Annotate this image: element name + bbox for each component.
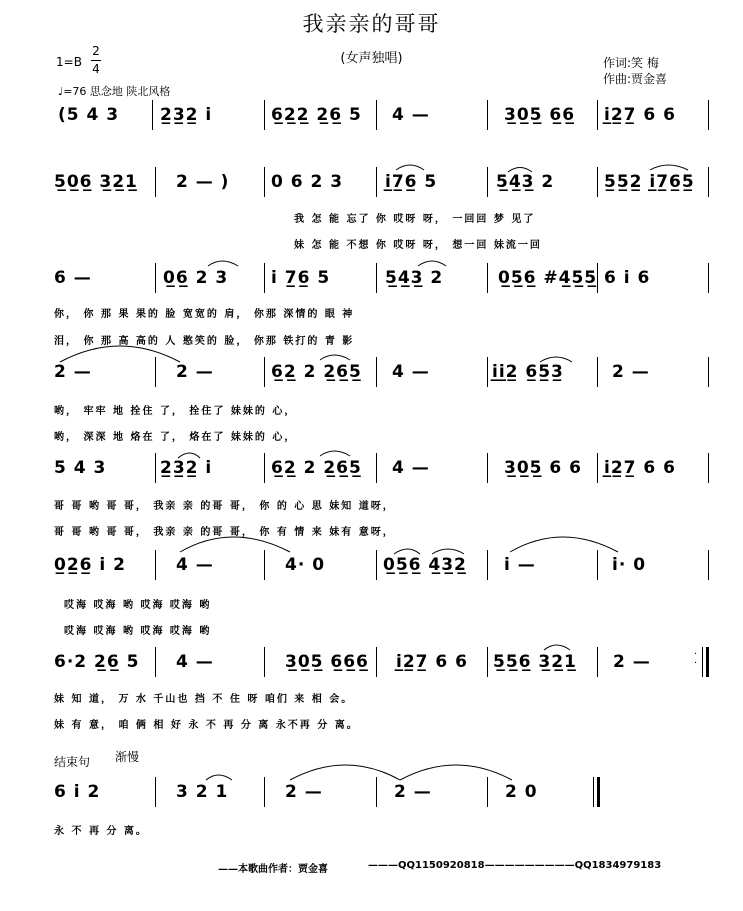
measure-notes: 4 — [176, 652, 214, 672]
repeat-bar-line [702, 647, 703, 677]
footer-contact: ———QQ1150920818—————————QQ1834979183 [368, 860, 662, 871]
lyrics-verse-2: 哟， 深深 地 烙在 了， 烙在了 妹妹的 心， [54, 432, 297, 443]
measure-notes: 4 — [392, 105, 430, 125]
bar-line [264, 263, 265, 293]
measure-notes: 2 — ) [176, 172, 230, 192]
measure-notes: (5 4 3 [58, 105, 120, 125]
ending-label: 结束句 [54, 755, 91, 769]
measure-notes: 6̲2̲ 2 2̲6̲5̲ [271, 362, 362, 382]
measure-notes: 6 i 2 [54, 782, 101, 802]
lyrics-verse-1: 哥 哥 哟 哥 哥， 我亲 亲 的哥 哥， 你 的 心 思 妹知 道呀， [54, 501, 395, 512]
composer-credit: 作曲:贾金喜 [603, 72, 668, 86]
measure-notes: i̲7̲6̲ 5 [385, 172, 438, 192]
lyrics-verse-1: 我 怎 能 忘了 你 哎呀 呀， 一回回 梦 见了 [294, 214, 536, 225]
bar-line [264, 453, 265, 483]
bar-line [376, 167, 377, 197]
bar-line [708, 167, 709, 197]
slur [432, 549, 464, 554]
slur [206, 775, 232, 780]
slur [320, 355, 350, 360]
bar-line [376, 777, 377, 807]
song-subtitle: (女声独唱) [340, 51, 403, 66]
bar-line [487, 357, 488, 387]
measure-notes: 0 6 2 3 [271, 172, 344, 192]
bar-line [597, 100, 598, 130]
lyrics-ending: 永 不 再 分 离。 [54, 826, 148, 837]
measure-notes: 6̲2̲ 2 2̲6̲5̲ [271, 458, 362, 478]
bar-line [376, 357, 377, 387]
bar-line [155, 647, 156, 677]
lyrics-verse-2: 妹 有 意， 咱 俩 相 好 永 不 再 分 离 永不再 分 离。 [54, 720, 359, 731]
tie [400, 765, 512, 780]
measure-notes: 3̲0̲5̲ 6 6 [504, 458, 582, 478]
bar-line [264, 550, 265, 580]
bar-line [708, 453, 709, 483]
bar-line [487, 453, 488, 483]
bar-line [487, 647, 488, 677]
bar-line [487, 100, 488, 130]
bar-line [487, 550, 488, 580]
bar-line [376, 550, 377, 580]
measure-notes: 5̲0̲6̲ 3̲2̲1̲ [54, 172, 138, 192]
time-signature-numerator: 2 [92, 44, 100, 58]
measure-notes: 2 — [613, 652, 651, 672]
slur [208, 261, 238, 266]
measure-notes: 5 4 3 [54, 458, 107, 478]
measure-notes: 6 — [54, 268, 92, 288]
key-signature: 1=B [56, 55, 82, 69]
bar-line [487, 777, 488, 807]
bar-line [155, 167, 156, 197]
measure-notes: 3̲0̲5̲ 6̲6̲ [504, 105, 576, 125]
measure-notes: 5̲4̲3̲ 2 [385, 268, 444, 288]
bar-line [376, 647, 377, 677]
bar-line [264, 357, 265, 387]
measure-notes: 2 — [612, 362, 650, 382]
measure-notes: 4· 0 [285, 555, 326, 575]
lyrics-verse-1: 哟， 牢牢 地 拴住 了， 拴住了 妹妹的 心， [54, 406, 297, 417]
bar-line [487, 263, 488, 293]
bar-line [155, 357, 156, 387]
bar-line [376, 100, 377, 130]
measure-notes: i̲2̲7̲ 6 6 [604, 458, 676, 478]
measure-notes: i̲i̲2̲ 6̲5̲3̲ [492, 362, 564, 382]
bar-line [708, 100, 709, 130]
bar-line [708, 263, 709, 293]
lyricist-credit: 作词:笑 梅 [603, 56, 659, 70]
measure-notes: 5̲4̲3̲ 2 [496, 172, 555, 192]
tie [60, 346, 180, 362]
measure-notes: 2̲3̲2̲ i [160, 105, 213, 125]
measure-notes: 6·2 2̲6̲ 5 [54, 652, 140, 672]
measure-notes: 4 — [392, 362, 430, 382]
slur [418, 261, 446, 266]
repeat-bar-thick [706, 647, 709, 677]
bar-line [597, 263, 598, 293]
final-bar-thick [597, 777, 600, 807]
tie [510, 537, 618, 552]
bar-line [155, 263, 156, 293]
measure-notes: i̲2̲7̲ 6 6 [396, 652, 468, 672]
measure-notes: 3 2 1 [176, 782, 229, 802]
final-bar-line [593, 777, 594, 807]
bar-line [597, 357, 598, 387]
bar-line [264, 647, 265, 677]
bar-line [597, 453, 598, 483]
lyrics-verse-1: 妹 知 道， 万 水 千山也 挡 不 住 呀 咱们 来 相 会。 [54, 694, 354, 705]
measure-notes: 2 0 [505, 782, 538, 802]
lyrics-verse-1: 你， 你 那 果 果的 脸 宽宽的 肩， 你那 深情的 眼 神 [54, 309, 355, 320]
measure-notes: i· 0 [612, 555, 647, 575]
lyrics-verse-2: 哎海 哎海 哟 哎海 哎海 哟 [64, 626, 212, 637]
measure-notes: 6̲2̲2̲ 2̲6̲ 5 [271, 105, 362, 125]
bar-line [708, 550, 709, 580]
repeat-dots-icon: · · [694, 649, 698, 669]
measure-notes: 0̲2̲6̲ i 2 [54, 555, 126, 575]
measure-notes: 0̲5̲6̲ 4̲3̲2̲ [383, 555, 467, 575]
bar-line [376, 453, 377, 483]
measure-notes: i̲2̲7̲ 6 6 [604, 105, 676, 125]
slur [320, 451, 350, 456]
bar-line [597, 550, 598, 580]
bar-line [264, 777, 265, 807]
measure-notes: 2 — [285, 782, 323, 802]
lyrics-verse-1: 哎海 哎海 哟 哎海 哎海 哟 [64, 600, 212, 611]
ending-tempo: 渐慢 [115, 750, 140, 764]
measure-notes: 4 — [392, 458, 430, 478]
tie [290, 765, 400, 780]
slur [394, 549, 420, 554]
lyrics-verse-2: 哥 哥 哟 哥 哥， 我亲 亲 的哥 哥， 你 有 情 来 妹有 意呀， [54, 527, 395, 538]
bar-line [264, 100, 265, 130]
bar-line [376, 263, 377, 293]
bar-line [708, 357, 709, 387]
slur [650, 165, 688, 170]
footer-author: ——本歌曲作者：贾金喜 [218, 864, 328, 875]
lyrics-verse-2: 泪， 你 那 高 高的 人 憨笑的 脸， 你那 铁打的 青 影 [54, 336, 355, 347]
bar-line [155, 453, 156, 483]
measure-notes: 5̲5̲6̲ 3̲2̲1̲ [493, 652, 577, 672]
measure-notes: i — [504, 555, 536, 575]
bar-line [597, 647, 598, 677]
lyrics-verse-2: 妹 怎 能 不想 你 哎呀 呀， 想一回 妹流一回 [294, 240, 542, 251]
song-title: 我亲亲的哥哥 [302, 12, 441, 36]
measure-notes: 2̲3̲2̲ i [160, 458, 213, 478]
bar-line [155, 550, 156, 580]
measure-notes: 0̲5̲6̲ #4̲5̲5̲ [498, 268, 598, 288]
measure-notes: 6 i 6 [604, 268, 651, 288]
bar-line [155, 777, 156, 807]
time-signature-line [91, 60, 101, 61]
measure-notes: i 7̲6̲ 5 [271, 268, 331, 288]
measure-notes: 3̲0̲5̲ 6̲6̲6̲ [285, 652, 369, 672]
slur [396, 165, 424, 170]
measure-notes: 5̲5̲2̲ i̲7̲6̲5̲ [604, 172, 695, 192]
time-signature-denominator: 4 [92, 62, 100, 76]
bar-line [487, 167, 488, 197]
measure-notes: 2 — [54, 362, 92, 382]
measure-notes: 4 — [176, 555, 214, 575]
bar-line [597, 167, 598, 197]
bar-line [264, 167, 265, 197]
measure-notes: 2 — [394, 782, 432, 802]
tempo-marking: ♩=76 思念地 陕北风格 [58, 85, 171, 98]
slur [544, 645, 570, 650]
measure-notes: 0̲6̲ 2 3 [163, 268, 229, 288]
tie [180, 537, 290, 552]
measure-notes: 2 — [176, 362, 214, 382]
bar-line [152, 100, 153, 130]
